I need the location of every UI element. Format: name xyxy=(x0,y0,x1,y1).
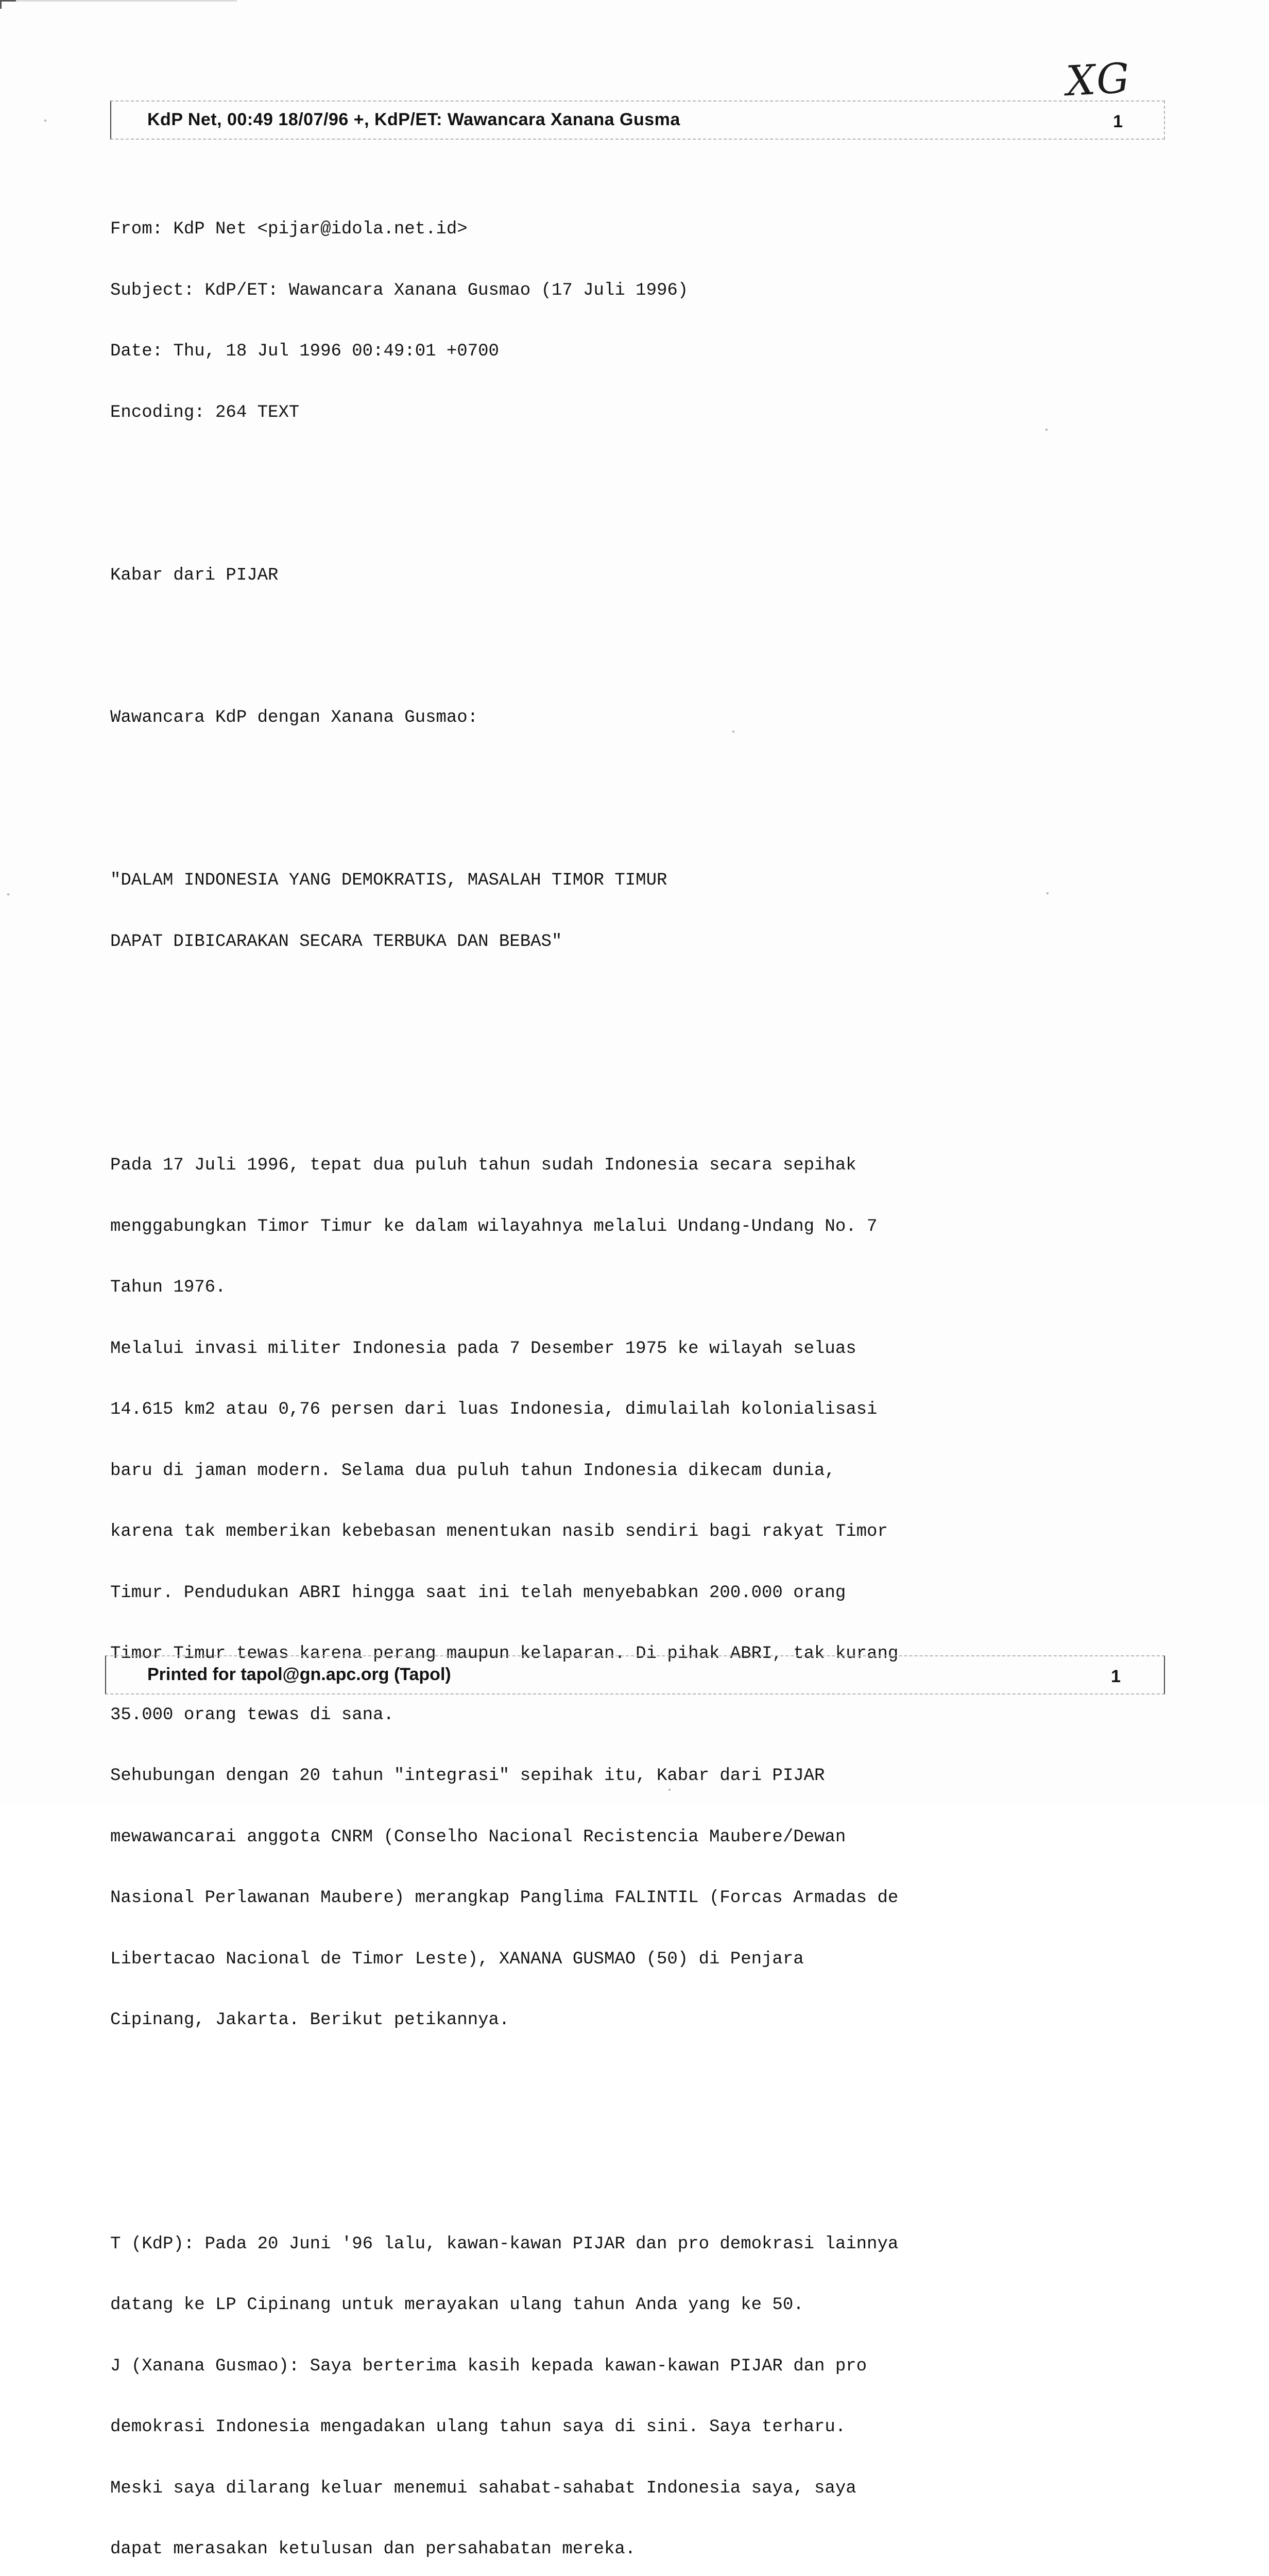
scan-speck xyxy=(7,893,9,895)
footer-page-number: 1 xyxy=(1111,1667,1121,1687)
source-line: Kabar dari PIJAR xyxy=(110,566,1114,586)
text-line: Tahun 1976. xyxy=(110,1278,1114,1298)
email-header-from: From: KdP Net <pijar@idola.net.id> xyxy=(110,219,1114,240)
text-line: baru di jaman modern. Selama dua puluh tahun Indonesia dikecam dunia, xyxy=(110,1461,1114,1482)
headline xyxy=(110,830,1114,993)
text-line: mewawancarai anggota CNRM (Conselho Nacional Recistencia Maubere/Dewan xyxy=(110,1827,1114,1848)
text-line: demokrasi Indonesia mengadakan ulang tahun saya di sini. Saya terharu. xyxy=(110,2417,1114,2438)
email-header-subject: Subject: KdP/ET: Wawancara Xanana Gusmao (17 Juli 1996) xyxy=(110,281,1114,301)
text-line: Nasional Perlawanan Maubere) merangkap Panglima FALINTIL (Forcas Armadas de xyxy=(110,1888,1114,1909)
text-line: Melalui invasi militer Indonesia pada 7 Desember 1975 ke wilayah seluas xyxy=(110,1339,1114,1360)
scan-speck xyxy=(1045,429,1048,431)
handwritten-annotation: XG xyxy=(1065,54,1132,105)
text-line: Meski saya dilarang keluar menemui sahabat-sahabat Indonesia saya, saya xyxy=(110,2479,1114,2499)
intro-line: Wawancara KdP dengan Xanana Gusmao: xyxy=(110,708,1114,728)
text-line: Timor Timur tewas karena perang maupun kelaparan. Di pihak ABRI, tak kurang xyxy=(110,1644,1114,1665)
text-line: karena tak memberikan kebebasan menentukan nasib sendiri bagi rakyat Timor xyxy=(110,1522,1114,1543)
text-line: J (Xanana Gusmao): Saya berterima kasih kepada kawan-kawan PIJAR dan pro xyxy=(110,2357,1114,2377)
text-line: menggabungkan Timor Timur ke dalam wilayahnya melalui Undang-Undang No. 7 xyxy=(110,1217,1114,1238)
text-line: Cipinang, Jakarta. Berikut petikannya. xyxy=(110,2010,1114,2031)
message-body xyxy=(110,138,1114,2576)
text-line: 14.615 km2 atau 0,76 persen dari luas Indonesia, dimulailah kolonialisasi xyxy=(110,1400,1114,1420)
text-line: datang ke LP Cipinang untuk merayakan ulang tahun Anda yang ke 50. xyxy=(110,2295,1114,2316)
text-line: Timur. Pendudukan ABRI hingga saat ini telah menyebabkan 200.000 orang xyxy=(110,1583,1114,1604)
scan-speck xyxy=(732,731,734,733)
email-header-encoding: Encoding: 264 TEXT xyxy=(110,403,1114,423)
scan-speck xyxy=(668,1789,671,1791)
text-line: T (KdP): Pada 20 Juni '96 lalu, kawan-kawan PIJAR dan pro demokrasi lainnya xyxy=(110,2234,1114,2255)
text-line: Libertacao Nacional de Timor Leste), XANANA GUSMAO (50) di Penjara xyxy=(110,1950,1114,1970)
print-header xyxy=(110,100,1165,140)
email-header-date: Date: Thu, 18 Jul 1996 00:49:01 +0700 xyxy=(110,342,1114,362)
text-line: Pada 17 Juli 1996, tepat dua puluh tahun sudah Indonesia secara sepihak xyxy=(110,1156,1114,1176)
scan-corner-mark xyxy=(0,0,16,9)
print-footer xyxy=(105,1655,1165,1694)
headline-line: "DALAM INDONESIA YANG DEMOKRATIS, MASALAH TIMOR TIMUR xyxy=(110,871,1114,891)
text-line: 35.000 orang tewas di sana. xyxy=(110,1705,1114,1726)
email-headers xyxy=(110,179,1114,464)
scan-edge-line xyxy=(0,0,237,2)
header-title: KdP Net, 00:49 18/07/96 +, KdP/ET: Wawancara Xanana Gusma xyxy=(147,110,680,130)
scan-speck xyxy=(1047,892,1049,894)
text-line: dapat merasakan ketulusan dan persahabatan mereka. xyxy=(110,2539,1114,2560)
header-page-number: 1 xyxy=(1113,112,1123,132)
scan-speck xyxy=(44,120,46,122)
text-line: Sehubungan dengan 20 tahun "integrasi" sepihak itu, Kabar dari PIJAR xyxy=(110,1766,1114,1787)
lead-paragraph xyxy=(110,1115,1114,2072)
qa-block xyxy=(110,2194,1114,2576)
footer-text: Printed for tapol@gn.apc.org (Tapol) xyxy=(147,1665,451,1685)
headline-line: DAPAT DIBICARAKAN SECARA TERBUKA DAN BEBAS" xyxy=(110,932,1114,953)
